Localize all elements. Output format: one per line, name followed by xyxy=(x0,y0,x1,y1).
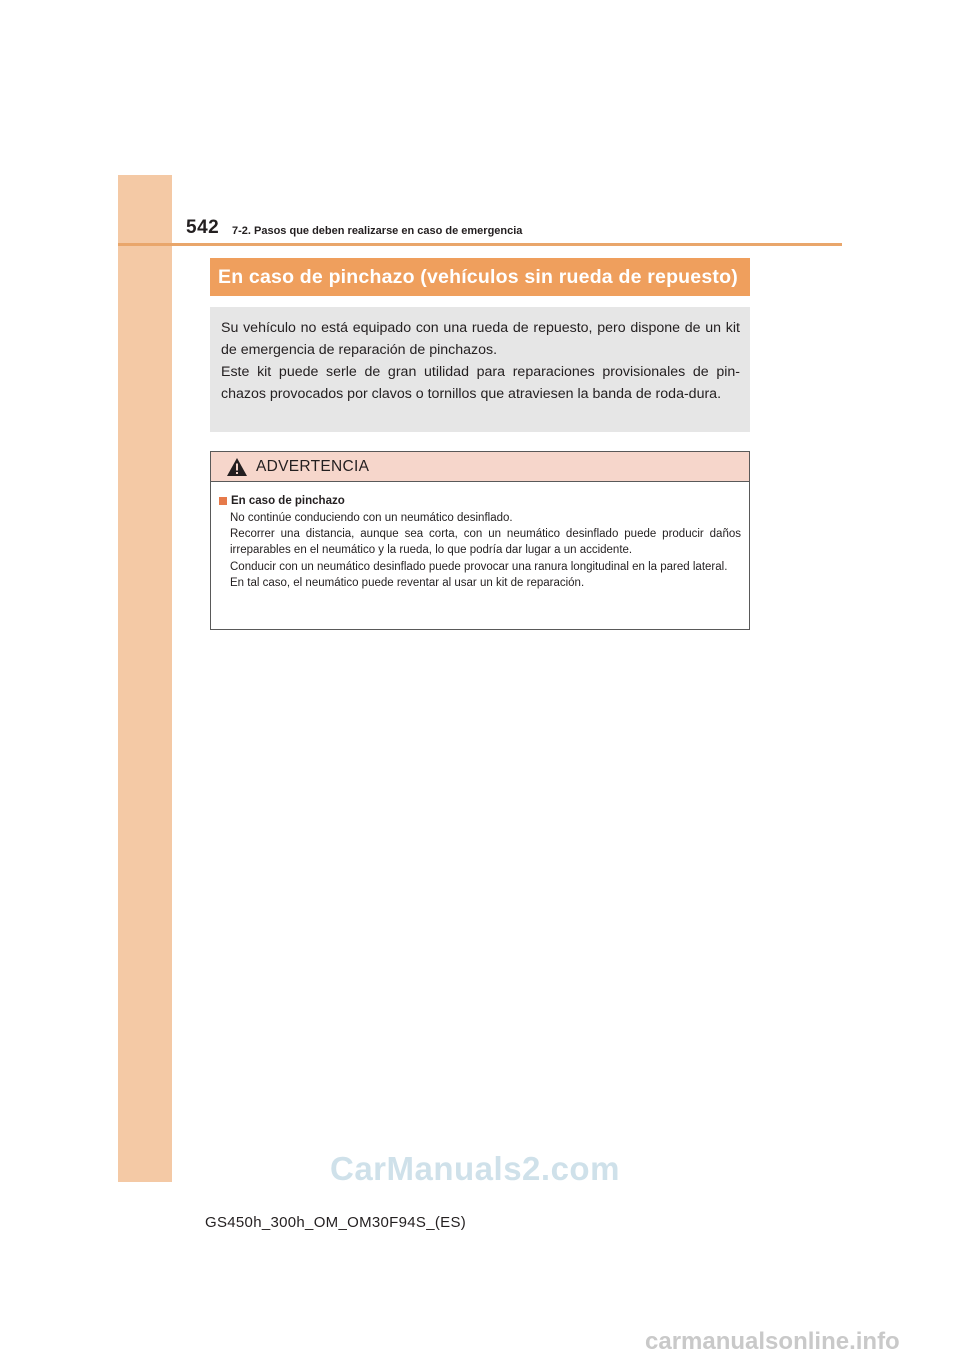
header-divider xyxy=(118,243,842,246)
warning-body xyxy=(211,482,749,591)
intro-box xyxy=(210,307,750,432)
warning-line: Conducir con un neumático desinflado puede provocar una ranura longitudinal en la pared lateral. xyxy=(230,560,728,573)
warning-header xyxy=(211,452,749,482)
page-number: 542 xyxy=(186,217,220,238)
side-tab-band xyxy=(118,175,172,1182)
intro-paragraph: Este kit puede serle de gran utilidad para reparaciones provisionales de pin-chazos provocados por clavos o tornillos que atraviesen la banda de roda-dura. xyxy=(221,364,740,402)
watermark-carmanualsonline: carmanualsonline.info xyxy=(645,1328,900,1355)
warning-bullet-row xyxy=(219,495,741,507)
warning-line: Recorrer una distancia, aunque sea corta, con un neumático desinflado puede producir daños irreparables en el neumático y la rueda, lo que podría dar lugar a un accidente. xyxy=(230,528,741,557)
footer-document-code: GS450h_300h_OM_OM30F94S_(ES) xyxy=(205,1214,467,1231)
warning-bullet-title: En caso de pinchazo xyxy=(231,495,345,507)
warning-line: No continúe conduciendo con un neumático desinflado. xyxy=(230,512,513,524)
watermark-carmanuals2: CarManuals2.com xyxy=(330,1150,620,1187)
intro-paragraph: Su vehículo no está equipado con una rueda de repuesto, pero dispone de un kit de emergencia de reparación de pinchazos. xyxy=(221,320,740,358)
warning-line: En tal caso, el neumático puede reventar al usar un kit de reparación. xyxy=(230,576,585,589)
warning-title: ADVERTENCIA xyxy=(256,457,370,475)
warning-box xyxy=(210,451,750,630)
section-heading: En caso de pinchazo (vehículos sin rueda de repuesto) xyxy=(218,265,738,288)
section-title: 7-2. Pasos que deben realizarse en caso de emergencia xyxy=(232,225,523,237)
warning-triangle-icon xyxy=(226,457,248,477)
section-heading-bar xyxy=(210,258,750,296)
square-bullet-icon xyxy=(219,497,227,505)
